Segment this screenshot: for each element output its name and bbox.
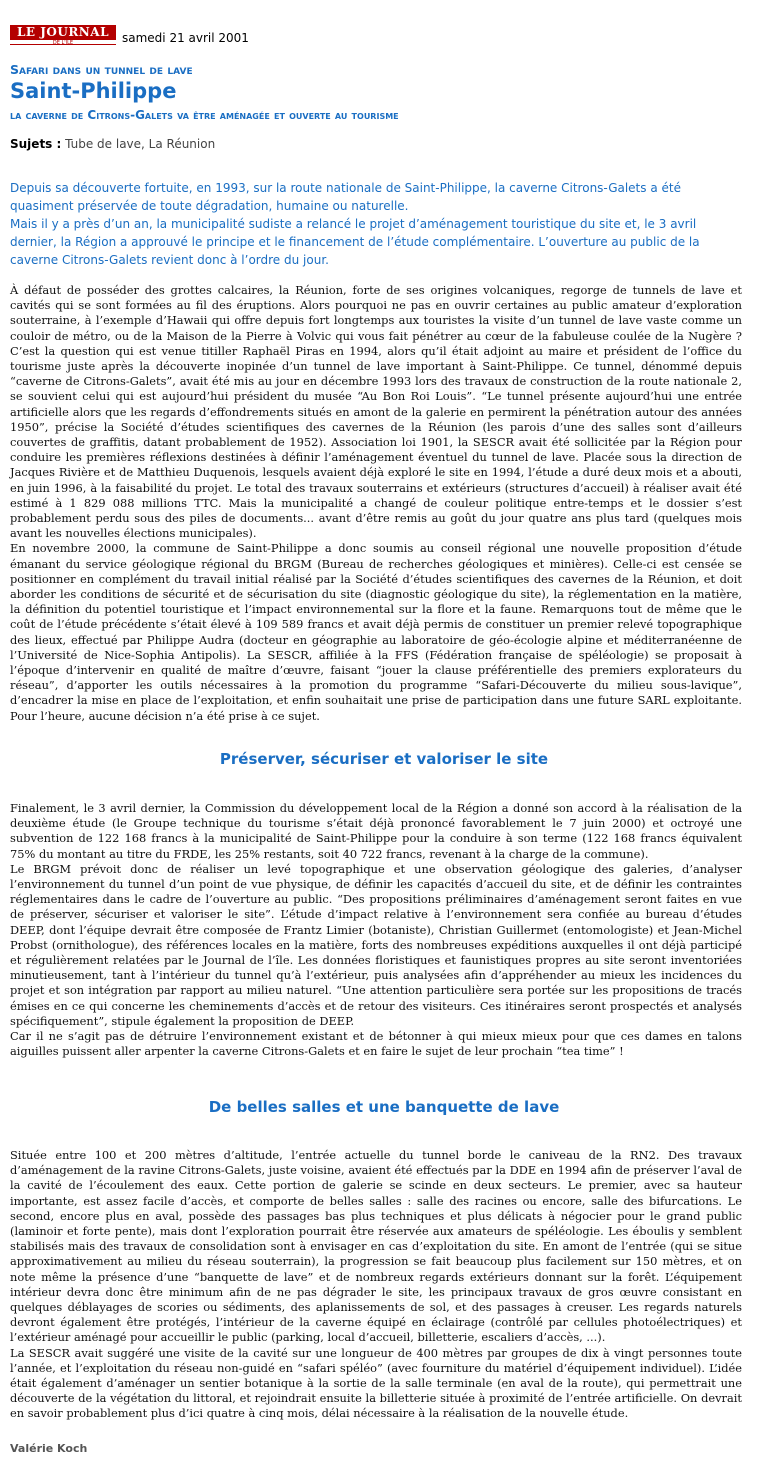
article-kicker: Safari dans un tunnel de lave	[10, 62, 193, 77]
subjects-label: Sujets :	[10, 137, 62, 151]
body-paragraph: Finalement, le 3 avril dernier, la Commission du développement local de la Région a donné son accord à la réalisation de la deuxième étude (le Groupe technique du tourisme s’était déjà prononcé favorablement le 7 juin 2000) et octroyé une subvention de 122 168 francs à la municipalité de Saint-Philippe pour la conduire à son terme (122 168 francs équivalent 75% du montant au titre du FRDE, les 25% restants, soit 40 722 francs, revenant à la charge de la commune).	[10, 801, 742, 861]
body-paragraph: Car il ne s’agit pas de détruire l’environnement existant et de bétonner à qui mieux mieux pour que ces dames en talons aiguilles puissent aller arpenter la caverne Citrons-Galets et en faire le sujet de leur prochain “tea time” !	[10, 1029, 742, 1059]
lead-paragraph: Mais il y a près d’un an, la municipalité sudiste a relancé le projet d’aménagement touristique du site et, le 3 avril dernier, la Région a approuvé le principe et le financement de l’étude complémentaire. L’ouverture au public de la caverne Citrons-Galets revient donc à l’ordre du jour.	[10, 217, 700, 267]
section-heading-salles: De belles salles et une banquette de lave	[208, 1098, 560, 1116]
article-author: Valérie Koch	[10, 1442, 88, 1455]
body-paragraph: Située entre 100 et 200 mètres d’altitude, l’entrée actuelle du tunnel borde le caniveau de la RN2. Des travaux d’aménagement de la ravine Citrons-Galets, juste voisine, avaient été effectués par la DDE en 1994 afin de préserver l’aval de la cavité de l’écoulement des eaux. Cette portion de galerie se scinde en deux secteurs. Le premier, avec sa hauteur importante, est assez facile d’accès, et comporte de belles salles : salle des racines ou encore, salle des bifurcations. Le second, encore plus en aval, possède des passages bas plus techniques et plus délicats à négocier pour le grand public (laminoir et forte pente), mais dont l’exploration pourrait être réservée aux amateurs de spéléologie. Les éboulis y semblent stabilisés mais des travaux de consolidation sont à envisager en cas d’exploitation du site. En amont de l’entrée (qui se situe approximativement au milieu du réseau souterrain), la progression se fait beaucoup plus facilement sur 150 mètres, et on note même la présence d’une “banquette de lave” et de nombreux regards extérieurs donnant sur la forêt. L’équipement intérieur devra donc être minimum afin de ne pas dégrader le site, les principaux travaux de gros œuvre consistant en quelques déblayages de scories ou sédiments, des aplanissements de sol, et des passages à creuser. Les regards naturels devront également être protégés, l’intérieur de la caverne équipé en éclairage (contrôlé par cellules photoélectriques) et l’extérieur aménagé pour accueillir le public (parking, local d’accueil, billetterie, escaliers d’accès, ...).	[10, 1148, 742, 1345]
logo-subline: DE L'ILE	[10, 39, 116, 45]
newspaper-logo[interactable]	[10, 25, 116, 45]
body-paragraph: En novembre 2000, la commune de Saint-Philippe a donc soumis au conseil régional une nouvelle proposition d’étude émanant du service géologique régional du BRGM (Bureau de recherches géologiques et minières). Celle-ci est censée se positionner en complément du travail initial réalisé par la Société d’études scientifiques des cavernes de la Réunion, et doit aborder les conditions de sécurité et de sécurisation du site (diagnostic géologique du site), la réglementation en la matière, la définition du potentiel touristique et l’impact environnemental sur la flore et la faune. Remarquons tout de même que le coût de l’étude précédente s’était élevé à 109 589 francs et avait déjà permis de constituer un premier relevé topographique des lieux, effectué par Philippe Audra (docteur en géographie au laboratoire de géo-écologie alpine et méditerranéenne de l’Université de Nice-Sophia Antipolis). La SESCR, affiliée à la FFS (Fédération française de spéléologie) se proposait à l’époque d’intervenir en qualité de maître d’œuvre, faisant “jouer la clause préférentielle des premiers explorateurs du réseau”, d’apporter les outils nécessaires à la promotion du programme “Safari-Découverte du milieu sous-lavique”, d’encadrer la mise en place de l’exploitation, et enfin souhaitait une prise de participation dans une future SARL exploitante. Pour l’heure, aucune décision n’a été prise à ce sujet.	[10, 541, 742, 723]
section-2-body	[10, 801, 742, 1059]
subjects-line	[10, 137, 215, 151]
section-1-body	[10, 283, 742, 724]
article-lead	[10, 179, 742, 269]
subjects-tags[interactable]: Tube de lave, La Réunion	[65, 137, 216, 151]
article-title: Saint-Philippe	[10, 79, 177, 103]
body-paragraph: Le BRGM prévoit donc de réaliser un levé topographique et une observation géologique des galeries, d’analyser l’environnement du tunnel d’un point de vue physique, de définir les capacités d’accueil du site, et de définir les contraintes réglementaires dans le cadre de l’ouverture au public. “Des propositions préliminaires d’aménagement seront faites en vue de préserver, sécuriser et valoriser le site”. L’étude d’impact relative à l’environnement sera confiée au bureau d’études DEEP, dont l’équipe devrait être composée de Frantz Limier (botaniste), Christian Guillermet (entomologiste) et Jean-Michel Probst (ornithologue), des références locales en la matière, forts des nombreuses expéditions auxquelles il ont déjà participé et régulièrement relatées par le Journal de l’île. Les données floristiques et faunistiques propres au site seront inventoriées minutieusement, tant à l’intérieur du tunnel qu’à l’extérieur, puis analysées afin d’appréhender au mieux les incidences du projet et son intégration par rapport au milieu naturel. “Une attention particulière sera portée sur les propositions de tracés émises en ce qui concerne les cheminements d’accès et de retour des visiteurs. Ces itinéraires seront prospectés et analysés spécifiquement”, stipule également la proposition de DEEP.	[10, 861, 742, 1028]
article-subtitle: la caverne de Citrons-Galets va être aménagée et ouverte au tourisme	[10, 108, 399, 122]
logo-wordmark: LE JOURNAL	[10, 25, 116, 39]
masthead	[10, 25, 249, 47]
body-paragraph: La SESCR avait suggéré une visite de la cavité sur une longueur de 400 mètres par groupes de dix à vingt personnes toute l’année, et l’exploitation du réseau non-guidé en “safari spéléo” (avec fourniture du matériel d’équipement individuel). L’idée était également d’aménager un sentier botanique à la sortie de la salle terminale (en aval de la route), qui permettrait une découverte de la végétation du littoral, et rejoindrait ensuite la billetterie située à proximité de l’entrée artificielle. On devrait en savoir probablement plus d’ici quatre à cinq mois, délai nécessaire à la réalisation de la nouvelle étude.	[10, 1345, 742, 1421]
section-heading-preserver: Préserver, sécuriser et valoriser le site	[219, 750, 549, 768]
body-paragraph: À défaut de posséder des grottes calcaires, la Réunion, forte de ses origines volcaniques, regorge de tunnels de lave et cavités qui se sont formées au fil des éruptions. Alors pourquoi ne pas en ouvrir certaines au public amateur d’exploration souterraine, à l’exemple d’Hawaii qui offre depuis fort longtemps aux touristes la visite d’un tunnel de lave vaste comme un couloir de métro, ou de la Maison de la Pierre à Volvic qui vous fait pénétrer au cœur de la fabuleuse coulée de la Nugère ?C’est la question qui est venue titiller Raphaël Piras en 1994, alors qu’il était adjoint au maire et président de l’office du tourisme juste après la découverte inopinée d’un tunnel de lave important à Saint-Philippe. Ce tunnel, dénommé depuis “caverne de Citrons-Galets”, avait été mis au jour en décembre 1993 lors des travaux de construction de la route nationale 2, se souvient celui qui est aujourd’hui président du musée “Au Bon Roi Louis”. “Le tunnel présente aujourd’hui une entrée artificielle alors que les regards d’effondrements situés en amont de la galerie en permirent la pénétration autour des années 1950”, précise la Société d’études scientifiques des cavernes de la Réunion (les parois d’une des salles sont d’ailleurs couvertes de graffitis, datant probablement de 1952). Association loi 1901, la SESCR avait été sollicitée par la Région pour conduire les premières réflexions destinées à définir l’aménagement éventuel du tunnel de lave. Placée sous la direction de Jacques Rivière et de Matthieu Duquenois, lesquels avaient déjà exploré le site en 1994, l’étude a duré deux mois et a abouti, en juin 1996, à la faisabilité du projet. Le total des travaux souterrains et extérieurs (structures d’accueil) à réaliser avait été estimé à 1 829 088 millions TTC. Mais la municipalité a changé de couleur politique entre-temps et le dossier s’est probablement perdu sous des piles de documents... avant d’être remis au goût du jour quatre ans plus tard (quelques mois avant les nouvelles élections municipales).	[10, 283, 742, 541]
section-3-body	[10, 1148, 742, 1422]
publication-date: samedi 21 avril 2001	[122, 31, 249, 45]
lead-paragraph: Depuis sa découverte fortuite, en 1993, sur la route nationale de Saint-Philippe, la caverne Citrons-Galets a été quasiment préservée de toute dégradation, humaine ou naturelle.	[10, 181, 681, 213]
